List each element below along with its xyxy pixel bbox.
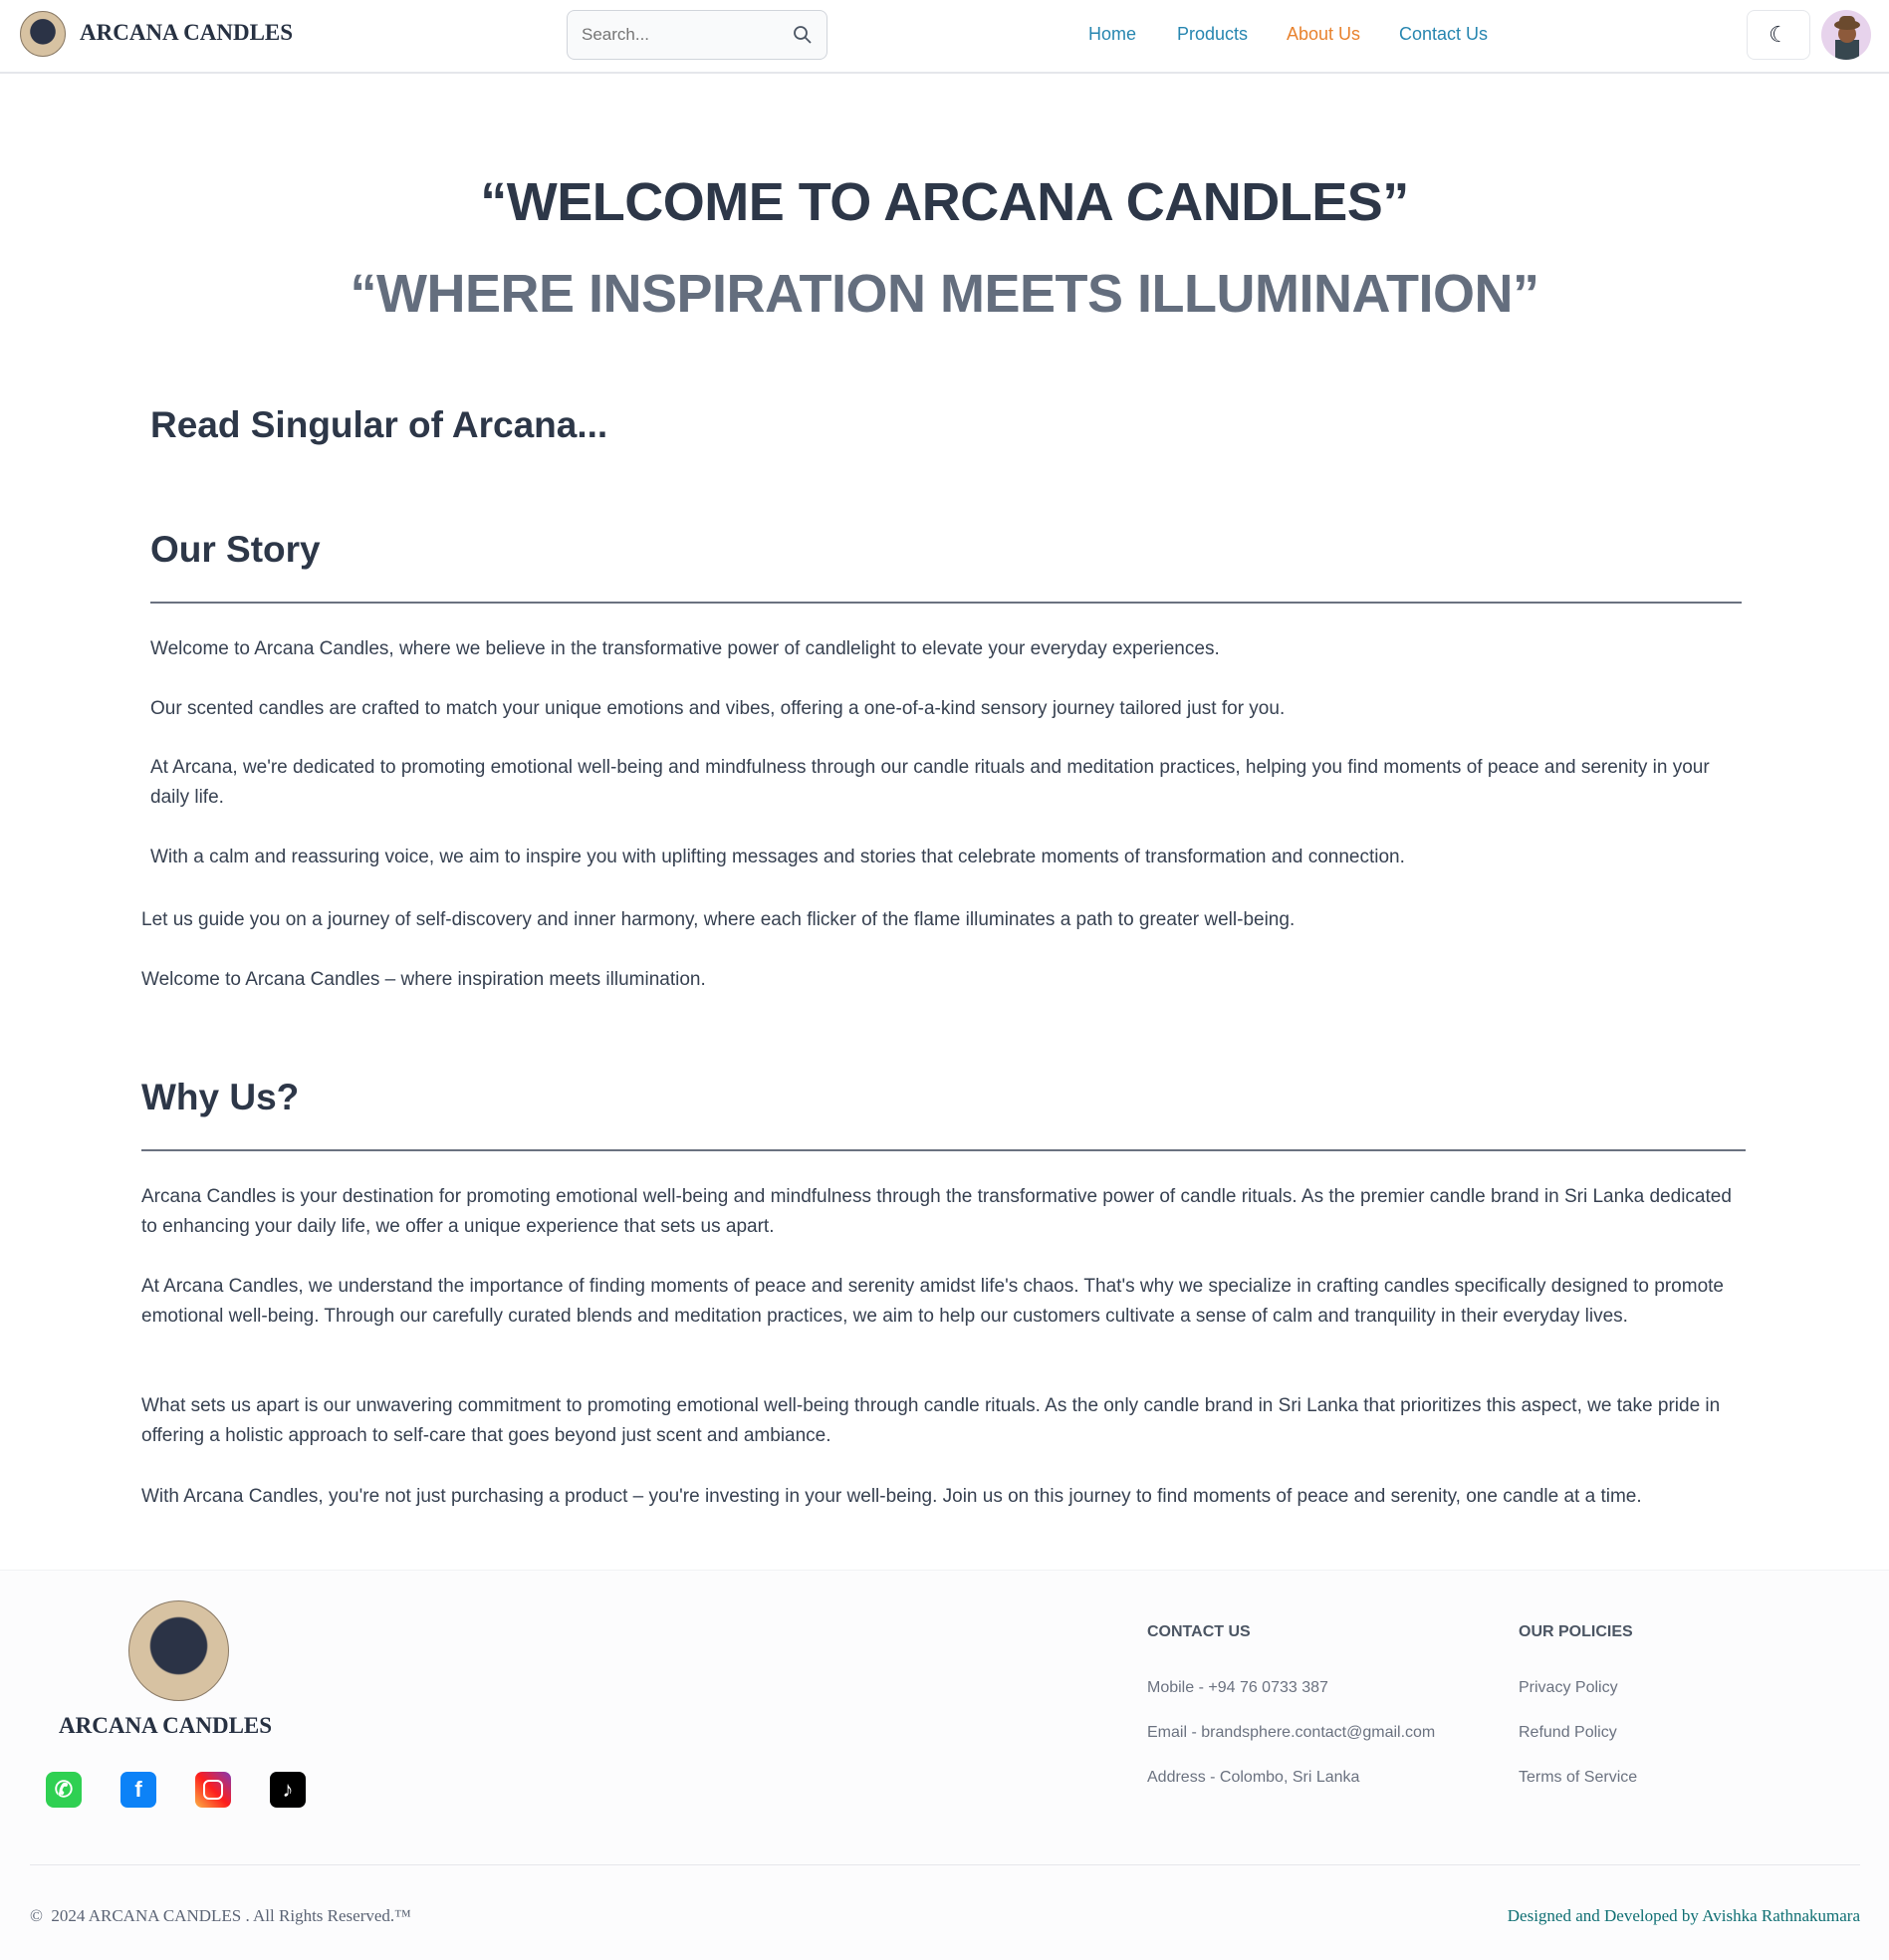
brand-logo[interactable] <box>20 11 66 57</box>
contact-mobile: Mobile - +94 76 0733 387 <box>1147 1679 1328 1696</box>
why-paragraph: What sets us apart is our unwavering commitment to promoting emotional well-being through candle rituals. As the only candle brand in Sri Lanka that prioritizes this aspect, we take pride in offering a holistic approach to self-care that goes beyond just scent and ambiance. <box>141 1395 1721 1446</box>
tiktok-icon[interactable]: ♪ <box>270 1772 306 1808</box>
footer-divider <box>30 1864 1860 1865</box>
contact-email[interactable]: Email - brandsphere.contact@gmail.com <box>1147 1724 1436 1741</box>
developer-credit[interactable]: Designed and Developed by Avishka Rathnakumara <box>1507 1906 1860 1925</box>
divider <box>150 602 1742 604</box>
instagram-icon[interactable] <box>195 1772 231 1808</box>
intro-heading: Read Singular of Arcana... <box>150 404 608 445</box>
dark-mode-toggle[interactable] <box>1747 10 1810 60</box>
footer-logo <box>128 1600 229 1701</box>
hero-title: “WELCOME TO ARCANA CANDLES” <box>480 172 1409 232</box>
copyright: © 2024 ARCANA CANDLES . All Rights Reserved.™ <box>30 1906 411 1925</box>
hero-subtitle: “WHERE INSPIRATION MEETS ILLUMINATION” <box>350 264 1539 324</box>
why-paragraph: Arcana Candles is your destination for promoting emotional well-being and mindfulness through the transformative power of candle rituals. As the premier candle brand in Sri Lanka dedicated to enhancing your daily life, we offer a unique experience that sets us apart. <box>141 1186 1732 1237</box>
search-box <box>567 10 827 60</box>
user-avatar-icon <box>1821 10 1871 60</box>
contact-address: Address - Colombo, Sri Lanka <box>1147 1769 1360 1786</box>
search-icon[interactable] <box>793 25 813 45</box>
nav-about-us[interactable]: About Us <box>1287 24 1361 44</box>
nav-products[interactable]: Products <box>1177 24 1249 44</box>
why-paragraph: With Arcana Candles, you're not just purchasing a product – you're investing in your well-being. Join us on this journey to find moments of peace and serenity, one candle at a time. <box>141 1486 1642 1507</box>
search-input[interactable] <box>582 25 771 45</box>
brand-name[interactable]: ARCANA CANDLES <box>80 20 294 45</box>
privacy-policy-link[interactable]: Privacy Policy <box>1519 1679 1618 1696</box>
nav-home[interactable]: Home <box>1088 24 1137 44</box>
nav-contact-us[interactable]: Contact Us <box>1399 24 1489 44</box>
top-navbar <box>0 0 1889 74</box>
whatsapp-icon[interactable]: ✆ <box>46 1772 82 1808</box>
story-paragraph: Welcome to Arcana Candles – where inspiration meets illumination. <box>141 969 706 990</box>
avatar[interactable] <box>1821 10 1871 60</box>
why-paragraph: At Arcana Candles, we understand the importance of finding moments of peace and serenity amidst life's chaos. That's why we specialize in crafting candles specifically designed to promote emotional well-being. Through our carefully curated blends and meditation practices, we aim to help our customers cultivate a sense of calm and tranquility in their everyday lives. <box>141 1276 1724 1327</box>
story-paragraph: At Arcana, we're dedicated to promoting emotional well-being and mindfulness through our candle rituals and meditation practices, helping you find moments of peace and serenity in your daily life. <box>150 757 1710 808</box>
story-paragraph: Our scented candles are crafted to match your unique emotions and vibes, offering a one-of-a-kind sensory journey tailored just for you. <box>150 698 1286 719</box>
moon-icon: ☾ <box>1769 22 1788 47</box>
story-paragraph: Let us guide you on a journey of self-discovery and inner harmony, where each flicker of the flame illuminates a path to greater well-being. <box>141 909 1296 930</box>
contact-heading: CONTACT US <box>1147 1623 1251 1640</box>
why-us-heading: Why Us? <box>141 1077 300 1117</box>
our-story-heading: Our Story <box>150 529 321 570</box>
policies-heading: OUR POLICIES <box>1519 1623 1633 1640</box>
footer-brand: ARCANA CANDLES <box>59 1713 273 1738</box>
story-paragraph: With a calm and reassuring voice, we aim to inspire you with uplifting messages and stories that celebrate moments of transformation and connection. <box>150 847 1405 867</box>
terms-of-service-link[interactable]: Terms of Service <box>1519 1769 1638 1786</box>
facebook-icon[interactable]: f <box>120 1772 156 1808</box>
story-paragraph: Welcome to Arcana Candles, where we believe in the transformative power of candlelight to elevate your everyday experiences. <box>150 638 1220 659</box>
divider <box>141 1149 1746 1151</box>
refund-policy-link[interactable]: Refund Policy <box>1519 1724 1617 1741</box>
